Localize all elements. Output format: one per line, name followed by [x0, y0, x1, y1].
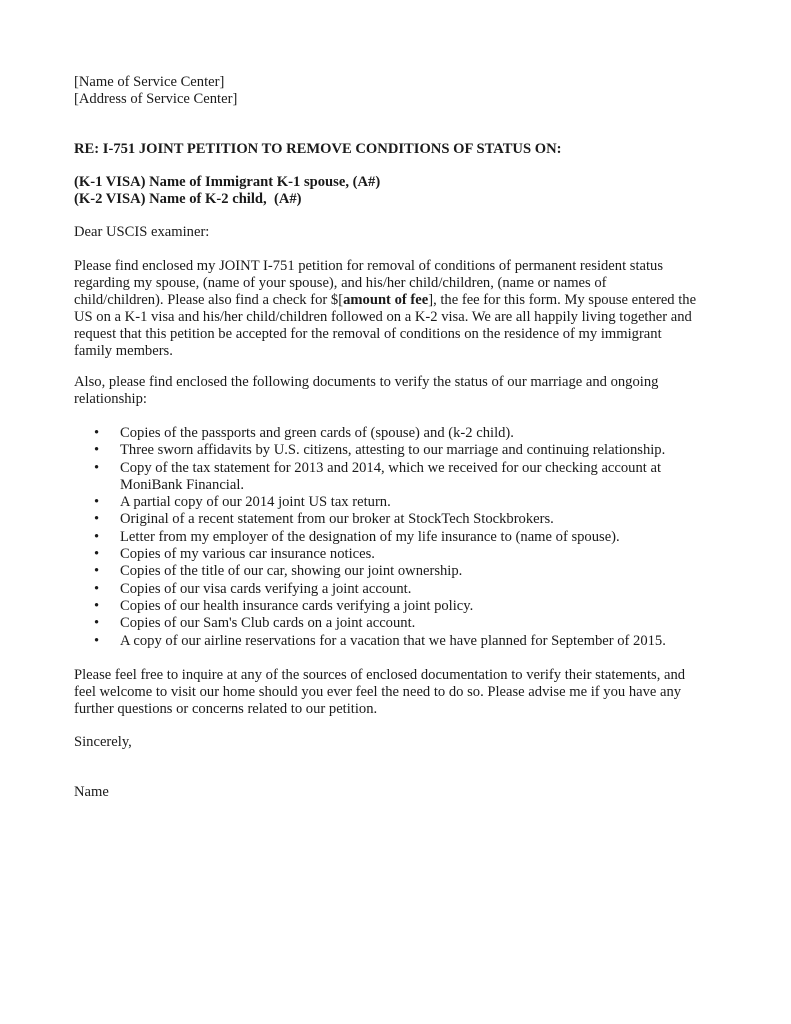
bullet-icon: • — [94, 615, 100, 632]
service-center-name: [Name of Service Center] — [74, 74, 225, 90]
text-line: further questions or concerns related to our petition. — [74, 701, 378, 717]
list-item-text: Copies of our health insurance cards verifying a joint policy. — [120, 597, 474, 614]
fee-placeholder: amount of fee — [343, 292, 429, 308]
list-item — [74, 442, 666, 459]
bullet-icon: • — [94, 442, 100, 459]
list-item — [74, 633, 666, 650]
paragraph-documents-intro — [74, 374, 658, 408]
subject-k2: (K-2 VISA) Name of K-2 child, (A#) — [74, 191, 302, 207]
text-line: feel welcome to visit our home should you ever feel the need to do so. Please advise me if you have any — [74, 684, 682, 700]
bullet-icon: • — [94, 597, 100, 614]
list-item-text: A copy of our airline reservations for a vacation that we have planned for September of 2015. — [120, 632, 666, 649]
text-line — [74, 292, 696, 309]
recipient-address — [74, 74, 237, 108]
text-span: child/children). Please also find a check for $[ — [74, 292, 344, 308]
list-item-text: Copies of our Sam's Club cards on a joint account. — [120, 615, 416, 632]
signature-name: Name — [74, 784, 109, 800]
text-line: family members. — [74, 343, 173, 359]
closing: Sincerely, — [74, 734, 132, 750]
list-item-text: Three sworn affidavits by U.S. citizens, attesting to our marriage and continuing relationship. — [120, 442, 666, 459]
list-item-text: Copies of the passports and green cards of (spouse) and (k-2 child). — [120, 425, 514, 441]
salutation: Dear USCIS examiner: — [74, 224, 210, 240]
list-item — [74, 598, 666, 615]
text-line: Please find enclosed my JOINT I-751 petition for removal of conditions of permanent resident status — [74, 258, 664, 274]
bullet-icon: • — [94, 632, 100, 649]
paragraph-intro — [74, 258, 696, 360]
list-item-text-continued: MoniBank Financial. — [120, 476, 245, 493]
list-item — [74, 529, 666, 546]
text-span: ], the fee for this form. My spouse entered the — [428, 292, 697, 308]
re-line: RE: I-751 JOINT PETITION TO REMOVE CONDITIONS OF STATUS ON: — [74, 141, 562, 157]
service-center-address: [Address of Service Center] — [74, 91, 238, 107]
bullet-icon: • — [94, 563, 100, 580]
list-item-text: A partial copy of our 2014 joint US tax return. — [120, 494, 391, 511]
bullet-icon: • — [94, 459, 100, 476]
text-line: US on a K-1 visa and his/her child/children followed on a K-2 visa. We are all happily living together and — [74, 309, 692, 325]
list-item-text: Original of a recent statement from our broker at StockTech Stockbrokers. — [120, 511, 554, 528]
list-item — [74, 494, 666, 511]
list-item-text: Copies of my various car insurance notices. — [120, 546, 375, 563]
list-item — [74, 425, 666, 442]
list-item-text: Letter from my employer of the designation of my life insurance to (name of spouse). — [120, 528, 620, 545]
bullet-icon: • — [94, 546, 100, 563]
list-item — [74, 460, 666, 495]
text-line: Also, please find enclosed the following documents to verify the status of our marriage and ongoing — [74, 374, 659, 390]
list-item-text: Copy of the tax statement for 2013 and 2014, which we received for our checking account at — [120, 459, 662, 476]
text-line: request that this petition be accepted for the removal of conditions on the residence of my immigrant — [74, 326, 662, 342]
bullet-icon: • — [94, 494, 100, 511]
subject-lines — [74, 174, 380, 208]
list-item — [74, 615, 666, 632]
document-list — [74, 425, 666, 650]
bullet-icon: • — [94, 580, 100, 597]
bullet-icon: • — [94, 425, 100, 441]
list-item — [74, 511, 666, 528]
list-item — [74, 546, 666, 563]
subject-k1: (K-1 VISA) Name of Immigrant K-1 spouse, (A#) — [74, 174, 381, 190]
list-item — [74, 581, 666, 598]
bullet-icon: • — [94, 528, 100, 545]
list-item-text: Copies of our visa cards verifying a joint account. — [120, 580, 412, 597]
list-item — [74, 563, 666, 580]
paragraph-closing — [74, 667, 685, 718]
list-item-text: Copies of the title of our car, showing our joint ownership. — [120, 563, 463, 580]
text-line: regarding my spouse, (name of your spouse), and his/her child/children, (name or names of — [74, 275, 607, 291]
bullet-icon: • — [94, 511, 100, 528]
text-line: Please feel free to inquire at any of the sources of enclosed documentation to verify their statements, and — [74, 667, 686, 683]
text-line: relationship: — [74, 391, 147, 407]
